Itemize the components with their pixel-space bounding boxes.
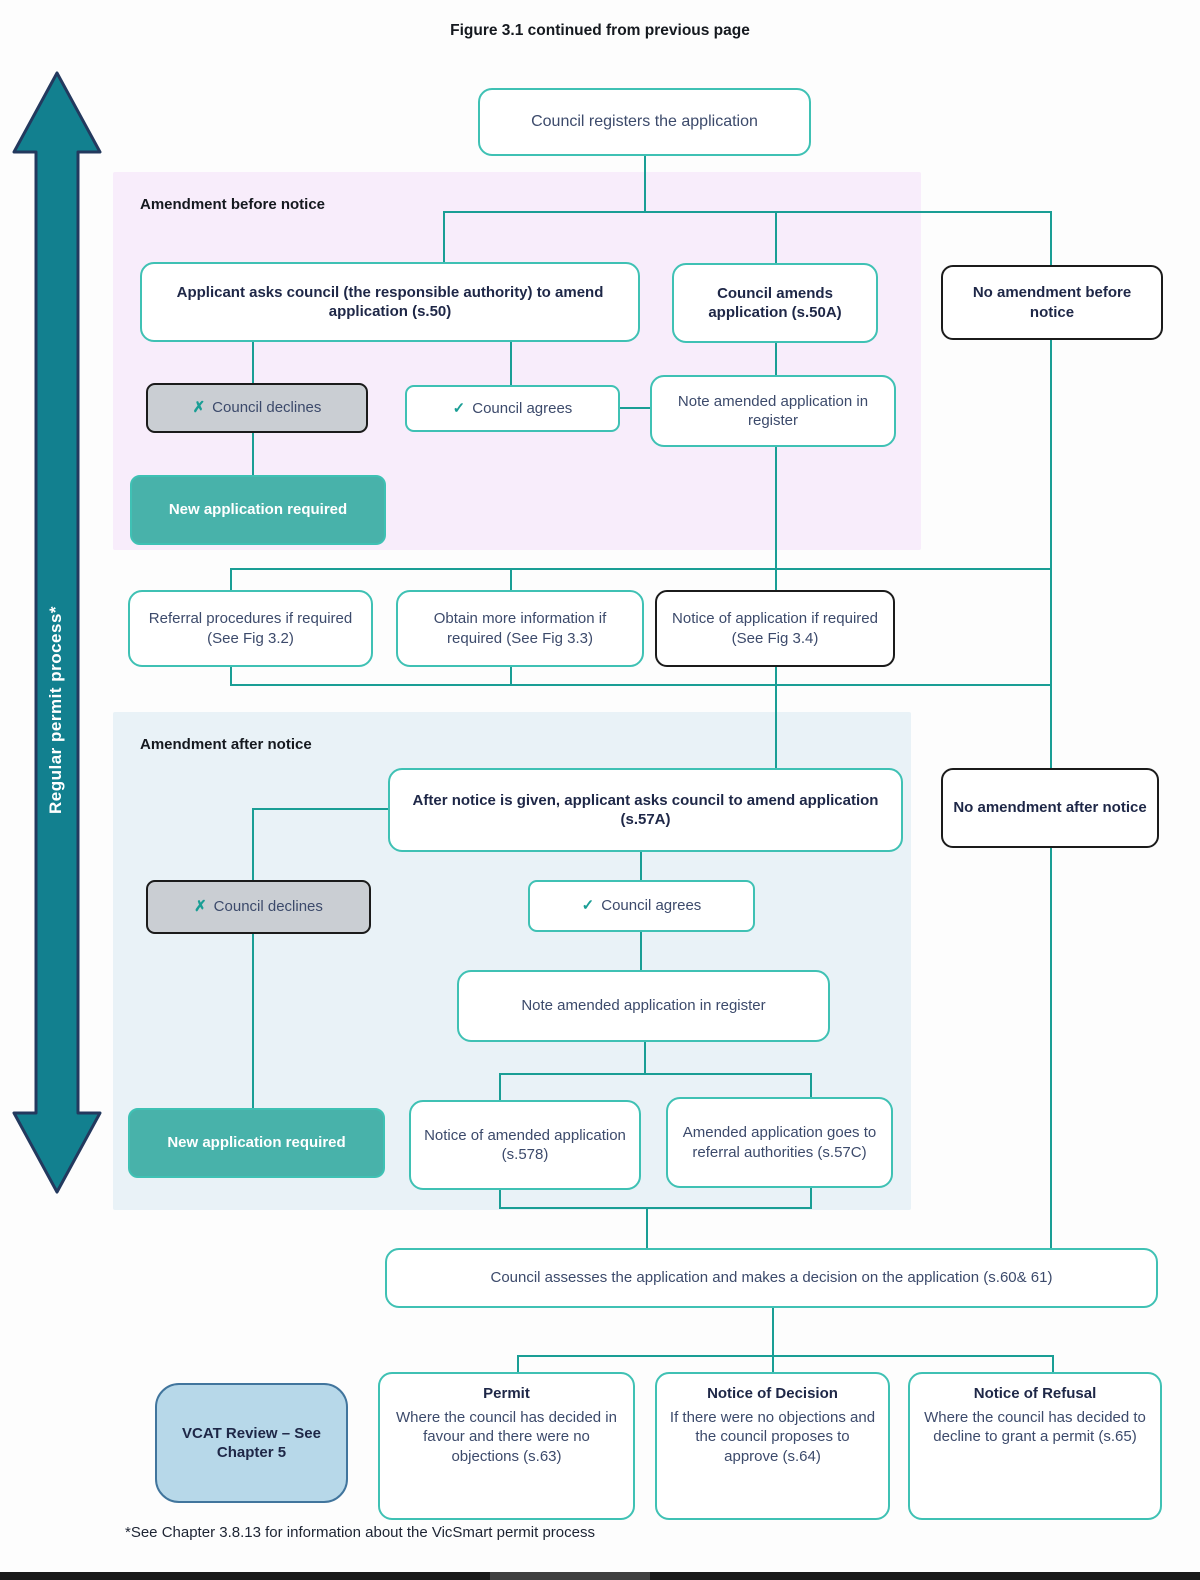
node-council-agrees-before — [405, 385, 620, 432]
node-council-amends: Council amends application (s.50A) — [672, 263, 878, 343]
connector — [252, 808, 254, 880]
node-notice-of-refusal — [908, 1372, 1162, 1520]
connector — [775, 684, 777, 768]
node-obtain-more-information: Obtain more information if required (See Fig 3.3) — [396, 590, 644, 667]
connector — [230, 667, 232, 684]
cross-icon: ✗ — [194, 898, 207, 916]
regular-permit-process-label: Regular permit process* — [46, 606, 65, 815]
node-notice-of-amended-application: Notice of amended application (s.578) — [409, 1100, 641, 1190]
connector — [810, 1073, 812, 1097]
cross-icon: ✗ — [192, 399, 206, 417]
connector — [1052, 1355, 1054, 1372]
connector — [443, 211, 1052, 213]
connector — [443, 211, 445, 262]
notice-of-decision-body: If there were no objections and the council proposes to approve (s.64) — [669, 1408, 876, 1465]
notice-of-decision-title: Notice of Decision — [707, 1385, 838, 1402]
connector — [510, 667, 512, 684]
node-notice-of-decision — [655, 1372, 890, 1520]
node-council-declines-after — [146, 880, 371, 934]
node-amended-goes-to-referral: Amended application goes to referral authorities (s.57C) — [666, 1097, 893, 1188]
connector — [775, 568, 777, 590]
node-new-application-required-after: New application required — [128, 1108, 385, 1178]
node-note-amended-register-after: Note amended application in register — [457, 970, 830, 1042]
connector — [640, 932, 642, 970]
connector — [810, 1188, 812, 1207]
node-no-amendment-after-notice: No amendment after notice — [941, 768, 1159, 848]
check-icon: ✓ — [581, 897, 595, 915]
connector — [1050, 848, 1052, 1248]
connector — [252, 934, 254, 1108]
node-council-registers: Council registers the application — [478, 88, 811, 156]
notice-of-refusal-title: Notice of Refusal — [973, 1385, 1097, 1402]
connector — [640, 852, 642, 880]
connector — [644, 156, 646, 211]
connector — [772, 1355, 774, 1372]
node-note-amended-register-before: Note amended application in register — [650, 375, 896, 447]
connector — [499, 1207, 812, 1209]
figure-title: Figure 3.1 continued from previous page — [450, 22, 750, 39]
connector — [230, 568, 1052, 570]
council-declines-label: Council declines — [213, 898, 323, 916]
node-referral-procedures: Referral procedures if required (See Fig 3.2) — [128, 590, 373, 667]
node-vcat-review: VCAT Review – See Chapter 5 — [155, 1383, 348, 1503]
connector — [517, 1355, 519, 1372]
check-icon: ✓ — [452, 399, 466, 417]
node-applicant-asks-council: Applicant asks council (the responsible authority) to amend application (s.50) — [140, 262, 640, 342]
permit-title: Permit — [483, 1385, 530, 1402]
connector — [499, 1073, 812, 1075]
connector — [1050, 340, 1052, 768]
node-council-declines-before — [146, 383, 368, 433]
connector — [510, 342, 512, 385]
connector — [772, 1308, 774, 1355]
connector — [517, 1355, 1054, 1357]
permit-body: Where the council has decided in favour and there were no objections (s.63) — [396, 1408, 617, 1465]
node-after-notice-applicant-asks: After notice is given, applicant asks council to amend application (s.57A) — [388, 768, 903, 852]
connector — [775, 667, 777, 684]
connector — [644, 1042, 646, 1073]
connector — [230, 568, 232, 590]
connector — [620, 407, 650, 409]
connector — [646, 1207, 648, 1248]
node-new-application-required-before: New application required — [130, 475, 386, 545]
node-council-agrees-after — [528, 880, 755, 932]
node-council-assesses: Council assesses the application and makes a decision on the application (s.60& 61) — [385, 1248, 1158, 1308]
node-no-amendment-before-notice: No amendment before notice — [941, 265, 1163, 340]
connector — [252, 808, 388, 810]
before-notice-section-label: Amendment before notice — [140, 196, 326, 213]
footnote: *See Chapter 3.8.13 for information about the VicSmart permit process — [125, 1524, 595, 1541]
connector — [499, 1190, 501, 1207]
council-agrees-label: Council agrees — [601, 897, 702, 915]
council-declines-label: Council declines — [212, 399, 322, 417]
connector — [252, 342, 254, 383]
node-permit — [378, 1372, 635, 1520]
connector — [775, 211, 777, 263]
after-notice-section-label: Amendment after notice — [140, 736, 312, 753]
node-notice-of-application: Notice of application if required (See Fig 3.4) — [655, 590, 895, 667]
connector — [1050, 211, 1052, 265]
connector — [510, 568, 512, 590]
connector — [499, 1073, 501, 1100]
connector — [775, 447, 777, 568]
connector — [252, 433, 254, 475]
page-bottom-bar-segment — [490, 1572, 650, 1580]
council-agrees-label: Council agrees — [472, 399, 573, 417]
connector — [775, 343, 777, 375]
notice-of-refusal-body: Where the council has decided to decline to grant a permit (s.65) — [924, 1408, 1146, 1445]
connector — [230, 684, 1052, 686]
